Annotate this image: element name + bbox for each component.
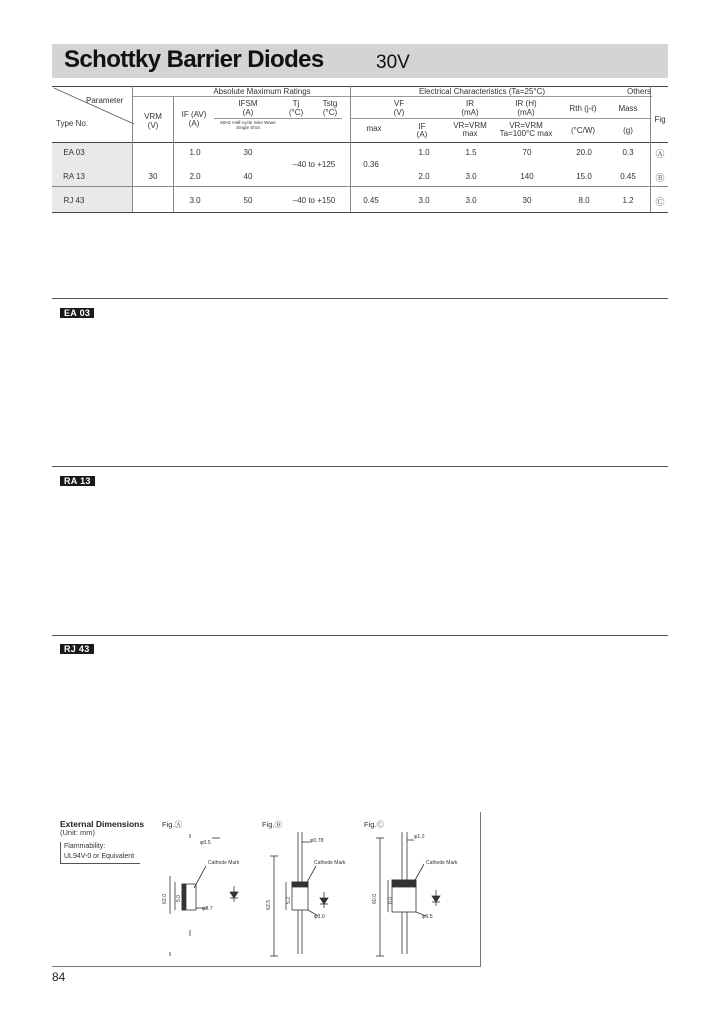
tj-unit: (°C) bbox=[288, 108, 304, 117]
vf-header: VF bbox=[393, 99, 405, 108]
col-rule-elec bbox=[650, 86, 651, 212]
fig-b-body-length: 5.2 bbox=[286, 897, 292, 904]
ifsm-header: IFSM bbox=[238, 99, 258, 108]
fig-b-drawing bbox=[270, 832, 328, 956]
ifsm-note-rule bbox=[214, 118, 342, 119]
fig-c-lead-dia: φ1.2 bbox=[414, 834, 425, 840]
row-type-ra13: RA 13 bbox=[63, 172, 85, 181]
vf-sub: max bbox=[366, 124, 382, 133]
mass-header: Mass bbox=[618, 104, 638, 113]
flammability-line2: UL94V-0 or Equivalent bbox=[64, 853, 135, 860]
section-rule-ra13 bbox=[52, 466, 668, 467]
tj-header: Tj bbox=[292, 99, 300, 108]
external-dimensions-panel bbox=[52, 812, 481, 967]
type-no-label: Type No. bbox=[56, 119, 89, 128]
table-top-rule bbox=[52, 86, 668, 87]
fig-a-lead-dia: φ0.5 bbox=[200, 840, 211, 846]
vf-unit: (V) bbox=[393, 108, 405, 117]
row-ir-h-ra13: 140 bbox=[520, 172, 534, 181]
table-row-rule bbox=[52, 186, 668, 187]
row-fig-ra13: Ⓑ bbox=[655, 173, 665, 183]
row-rth-ea03: 20.0 bbox=[576, 148, 592, 157]
row-fig-ea03: Ⓐ bbox=[655, 149, 665, 159]
section-rule-rj43 bbox=[52, 635, 668, 636]
tstg-header: Tstg bbox=[322, 99, 338, 108]
row-vf-ea-ra: 0.36 bbox=[363, 160, 379, 169]
row-mass-rj43: 1.2 bbox=[622, 196, 634, 205]
vrm-header: VRM bbox=[144, 112, 162, 121]
section-rule-ea03 bbox=[52, 298, 668, 299]
table-header-rule bbox=[52, 142, 668, 143]
abs-max-header: Absolute Maximum Ratings bbox=[213, 87, 311, 96]
ir-header: IR bbox=[466, 99, 474, 108]
if-av-header: IF (AV) bbox=[181, 110, 207, 119]
table-bottom-rule bbox=[52, 212, 668, 213]
fig-a-length: 62.0 bbox=[162, 893, 168, 904]
ir-h-unit: (mA) bbox=[517, 108, 535, 117]
fig-header: Fig bbox=[654, 115, 666, 124]
row-rth-ra13: 15.0 bbox=[576, 172, 592, 181]
fig-c-length: 60.0 bbox=[372, 893, 378, 904]
ifsm-unit: (A) bbox=[242, 108, 254, 117]
spec-table bbox=[52, 86, 668, 212]
fig-b-label: Fig.Ⓑ bbox=[262, 820, 283, 829]
col-rule-vrm bbox=[173, 96, 174, 212]
fig-b-cathode-mark: Cathode Mark bbox=[314, 860, 346, 866]
if-av-unit: (A) bbox=[188, 119, 200, 128]
fig-c-body-dia: φ6.5 bbox=[422, 914, 433, 920]
page-number: 84 bbox=[52, 970, 66, 984]
mass-unit: (g) bbox=[623, 126, 633, 135]
row-ifsm-ra13: 40 bbox=[243, 172, 253, 181]
row-type-rj43: RJ 43 bbox=[63, 196, 85, 205]
row-ifsm-rj43: 50 bbox=[243, 196, 253, 205]
row-if-ea03: 1.0 bbox=[418, 148, 430, 157]
elec-sub-rule bbox=[350, 118, 650, 119]
row-if-rj43: 3.0 bbox=[418, 196, 430, 205]
row-if-ra13: 2.0 bbox=[418, 172, 430, 181]
flammability-line1: Flammability: bbox=[64, 843, 106, 850]
elec-header: Electrical Characteristics (Ta=25°C) bbox=[418, 87, 546, 96]
row-ir-rj43: 3.0 bbox=[465, 196, 477, 205]
fig-a-body-length: 5.0 bbox=[176, 895, 182, 902]
parameter-label: Parameter bbox=[86, 96, 124, 105]
fig-a-drawing bbox=[170, 834, 238, 956]
rth-header: Rth (j-ℓ) bbox=[569, 104, 597, 113]
fig-b-lead-dia: φ0.78 bbox=[310, 838, 324, 844]
package-drawings bbox=[52, 812, 480, 966]
fig-b-length: 62.5 bbox=[266, 899, 272, 910]
row-tj-tstg-rj43: –40 to +150 bbox=[292, 196, 336, 205]
row-tj-tstg-ea-ra: –40 to +125 bbox=[292, 160, 336, 169]
fig-a-body-dia: φ2.7 bbox=[202, 906, 213, 912]
row-ir-ra13: 3.0 bbox=[465, 172, 477, 181]
row-ifsm-ea03: 30 bbox=[243, 148, 253, 157]
col-rule-abs bbox=[350, 86, 351, 212]
tstg-unit: (°C) bbox=[322, 108, 338, 117]
row-vrm-merged: 30 bbox=[148, 172, 158, 181]
row-if-av-rj43: 3.0 bbox=[189, 196, 201, 205]
row-if-av-ra13: 2.0 bbox=[189, 172, 201, 181]
ir-unit: (mA) bbox=[461, 108, 479, 117]
col-rule-type bbox=[132, 86, 133, 212]
ir-sub: VR=VRM max bbox=[453, 121, 487, 138]
fig-c-body-length: 8.0 bbox=[388, 897, 394, 904]
if-cond-unit: (A) bbox=[416, 130, 428, 139]
row-ir-h-rj43: 30 bbox=[522, 196, 532, 205]
row-rth-rj43: 8.0 bbox=[578, 196, 590, 205]
ir-h-sub: VR=VRM Ta=100°C max bbox=[499, 121, 553, 138]
row-vf-rj43: 0.45 bbox=[363, 196, 379, 205]
header-sub-rule bbox=[132, 96, 652, 97]
row-fig-rj43: Ⓒ bbox=[655, 197, 665, 207]
rth-unit: (°C/W) bbox=[570, 126, 596, 135]
page-title: Schottky Barrier Diodes bbox=[64, 46, 324, 73]
others-header: Others bbox=[626, 87, 651, 96]
title-banner bbox=[52, 44, 668, 78]
fig-b-body-dia: φ3.0 bbox=[314, 914, 325, 920]
row-ir-ea03: 1.5 bbox=[465, 148, 477, 157]
row-ir-h-ea03: 70 bbox=[522, 148, 532, 157]
row-mass-ra13: 0.45 bbox=[620, 172, 636, 181]
fig-c-drawing bbox=[376, 832, 440, 956]
external-dimensions-title: External Dimensions bbox=[60, 819, 145, 829]
section-label-ra13: RA 13 bbox=[60, 476, 95, 486]
ifsm-note: 50Hz Half-cycle Sine Wave Single Shot bbox=[220, 120, 276, 131]
vrm-unit: (V) bbox=[147, 121, 159, 130]
row-type-ea03: EA 03 bbox=[63, 148, 85, 157]
external-dimensions-unit: (Unit: mm) bbox=[60, 828, 95, 837]
row-mass-ea03: 0.3 bbox=[622, 148, 634, 157]
if-cond-header: IF bbox=[418, 122, 426, 131]
ir-h-header: IR (H) bbox=[515, 99, 537, 108]
voltage-rating: 30V bbox=[376, 52, 410, 73]
fig-c-label: Fig.Ⓒ bbox=[364, 820, 385, 829]
fig-c-cathode-mark: Cathode Mark bbox=[426, 860, 458, 866]
fig-a-label: Fig.Ⓐ bbox=[162, 820, 183, 829]
fig-a-cathode-mark: Cathode Mark bbox=[208, 860, 240, 866]
section-label-rj43: RJ 43 bbox=[60, 644, 94, 654]
section-label-ea03: EA 03 bbox=[60, 308, 94, 318]
row-if-av-ea03: 1.0 bbox=[189, 148, 201, 157]
